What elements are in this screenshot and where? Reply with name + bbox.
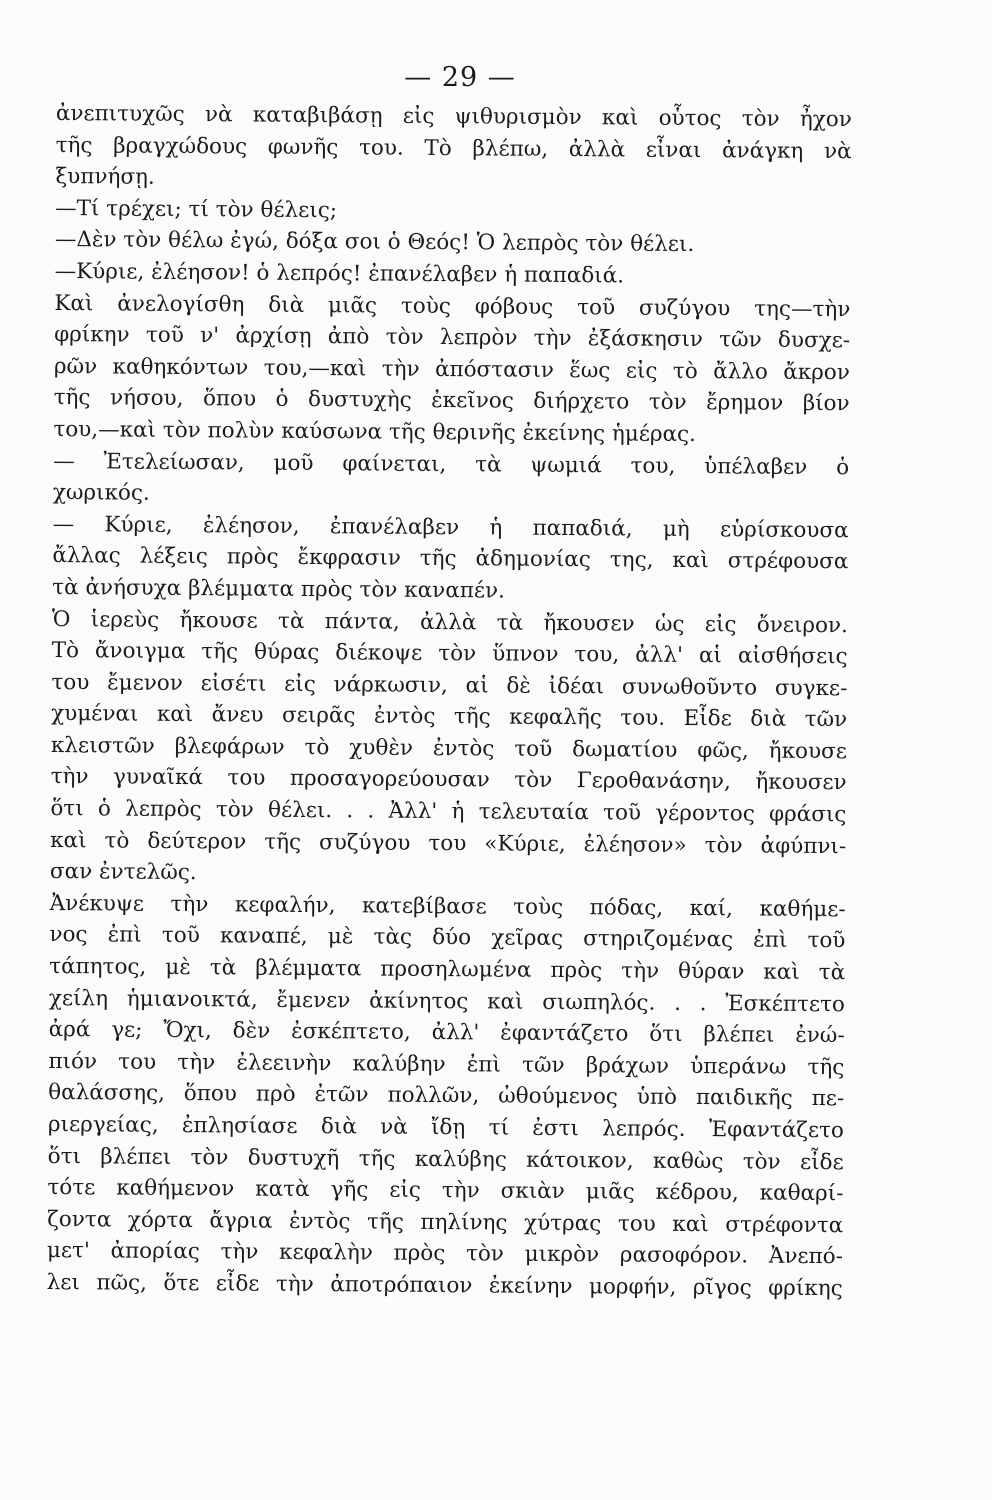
text-line: τῆς βραγχώδους φωνῆς του. Τὸ βλέπω, ἀλλὰ εἶναι ἀνάγκη νὰ <box>55 132 852 164</box>
text-line: Ἀνέκυψε τὴν κεφαλήν, κατεβίβασε τοὺς πόδας, καί, καθήμε- <box>49 890 846 923</box>
text-line: τῆς νήσου, ὅπου ὁ δυστυχὴς ἐκεῖνος διήρχετο τὸν ἔρημον βίον <box>53 385 850 417</box>
text-line: ὅτι βλέπει τὸν δυστυχῆ τῆς καλύβης κάτοικον, καθὼς τὸν εἶδε <box>47 1143 844 1175</box>
text-line: ἀρά γε; Ὄχι, δὲν ἐσκέπτετο, ἀλλ' ἐφαντάζετο ὅτι βλέπει ἐνώ- <box>48 1017 845 1049</box>
text-line: χωρικός. <box>52 480 150 506</box>
text-line: ἄλλας λέξεις πρὸς ἔκφρασιν τῆς ἀδημονίας της, καὶ στρέφουσα <box>52 543 849 575</box>
text-line: κλειστῶν βλεφάρων τὸ χυθὲν ἐντὸς τοῦ δωματίου φῶς, ἤκουσε <box>50 732 847 765</box>
text-line: φρίκην τοῦ ν' ἀρχίσῃ ἀπὸ τὸν λεπρὸν τὴν ἐξάσκησιν τῶν δυσχε- <box>54 322 851 354</box>
text-line: ρῶν καθηκόντων του,—καὶ τὴν ἀπόστασιν ἕως εἰς τὸ ἄλλο ἄκρον <box>53 353 850 385</box>
text-line: πιόν του τὴν ἐλεεινὴν καλύβην ἐπὶ τῶν βράχων ὑπεράνω τῆς <box>48 1048 845 1081</box>
text-line: σαν ἐντελῶς. <box>49 859 197 886</box>
text-line: ἀνεπιτυχῶς νὰ καταβιβάσῃ εἰς ψιθυρισμὸν καὶ οὗτος τὸν ἦχον <box>55 100 852 133</box>
text-line: χείλη ἡμιανοικτά, ἔμενεν ἀκίνητος καὶ σιωπηλός. . . Ἐσκέπτετο <box>48 985 846 1017</box>
text-line: — Ἐτελείωσαν, μοῦ φαίνεται, τὰ ψωμιά του, ὑπέλαβεν ὁ <box>53 448 850 480</box>
page-number: — 29 — <box>404 62 516 93</box>
text-line: τὴν γυναῖκά του προσαγορεύουσαν τὸν Γεροθανάσην, ἤκουσεν <box>50 764 847 796</box>
text-line: ξυπνήσῃ. <box>55 164 155 190</box>
text-line: τὰ ἀνήσυχα βλέμματα πρὸς τὸν καναπέν. <box>52 574 506 604</box>
text-line: —Τί τρέχει; τί τὸν θέλεις; <box>55 195 338 223</box>
text-line: μετ' ἀπορίας τὴν κεφαλὴν πρὸς τὸν μικρὸν ρασοφόρον. Ἀνεπό- <box>46 1238 844 1270</box>
text-line: Καὶ ἀνελογίσθη διὰ μιᾶς τοὺς φόβους τοῦ συζύγου της—τὴν <box>54 290 851 322</box>
text-line: τάπητος, μὲ τὰ βλέμματα προσηλωμένα πρὸς τὴν θύραν καὶ τὰ <box>49 954 846 986</box>
text-line: Ὁ ἱερεὺς ἤκουσε τὰ πάντα, ἀλλὰ τὰ ἤκουσεν ὡς εἰς ὄνειρον. <box>51 606 848 638</box>
text-line: ζοντα χόρτα ἄγρια ἐντὸς τῆς πηλίνης χύτρας του καὶ στρέφοντα <box>47 1206 844 1238</box>
text-line: θαλάσσης, ὅπου πρὸ ἐτῶν πολλῶν, ὠθούμενος ὑπὸ παιδικῆς πε- <box>48 1080 845 1112</box>
text-line: ριεργείας, ἐπλησίασε διὰ νὰ ἴδῃ τί ἐστι λεπρός. Ἐφαντάζετο <box>47 1111 845 1144</box>
text-line: νος ἐπὶ τοῦ καναπέ, μὲ τὰς δύο χεῖρας στηριζομένας ἐπὶ τοῦ <box>49 922 846 954</box>
text-line: χυμέναι καὶ ἄνευ σειρᾶς ἐντὸς τῆς κεφαλῆς του. Εἶδε διὰ τῶν <box>51 701 848 733</box>
text-line: λει πῶς, ὅτε εἶδε τὴν ἀποτρόπαιον ἐκείνην μορφήν, ρῖγος φρίκης <box>46 1269 843 1302</box>
text-line: τότε καθήμενον κατὰ γῆς εἰς τὴν σκιὰν μιᾶς κέδρου, καθαρί- <box>47 1175 844 1207</box>
text-line: Τὸ ἄνοιγμα τῆς θύρας διέκοψε τὸν ὕπνον του, ἀλλ' αἱ αἰσθήσεις <box>51 638 848 670</box>
text-line: καὶ τὸ δεύτερον τῆς συζύγου του «Κύριε, ἐλέησον» τὸν ἀφύπνι- <box>50 827 847 859</box>
text-line: —Δὲν τὸν θέλω ἐγώ, δόξα σοι ὁ Θεός! Ὁ λεπρὸς τὸν θέλει. <box>54 227 695 258</box>
text-line: — Κύριε, ἐλέησον, ἐπανέλαβεν ἡ παπαδιά, μὴ εὑρίσκουσα <box>52 511 849 543</box>
body-text <box>47 98 852 1305</box>
text-line: —Κύριε, ἐλέησον! ὁ λεπρός! ἐπανέλαβεν ἡ παπαδιά. <box>54 258 625 289</box>
text-line: ὅτι ὁ λεπρὸς τὸν θέλει. . . Ἀλλ' ἡ τελευταία τοῦ γέροντος φράσις <box>50 796 847 828</box>
text-line: του,—καὶ τὸν πολὺν καύσωνα τῆς θερινῆς ἐκείνης ἡμέρας. <box>53 416 697 447</box>
text-line: του ἔμενον εἰσέτι εἰς νάρκωσιν, αἱ δὲ ἰδέαι συνωθοῦντο συγκε- <box>51 669 848 701</box>
